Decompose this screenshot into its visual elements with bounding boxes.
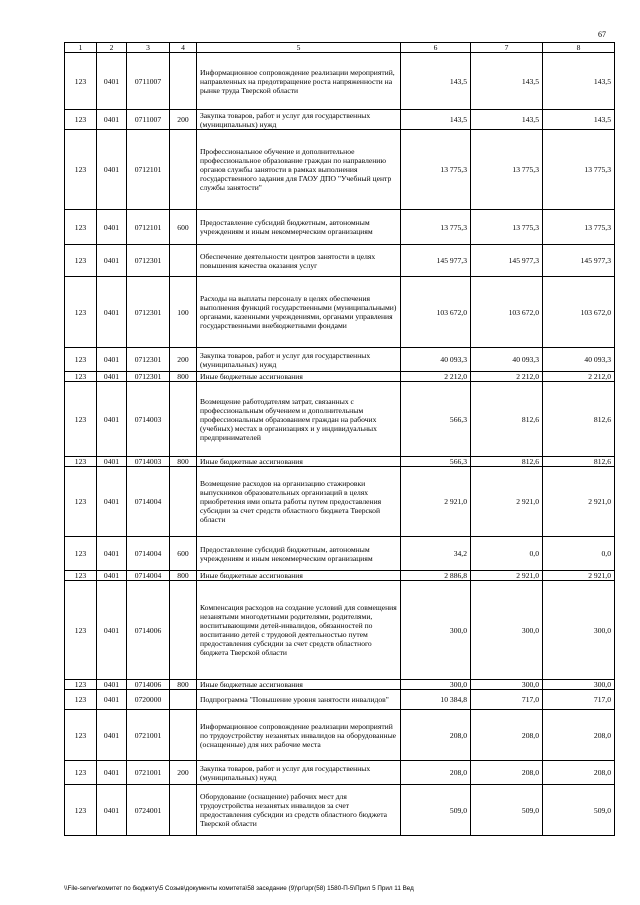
cell-expense-type [170, 53, 197, 110]
cell-amount-col7: 0,0 [471, 537, 543, 571]
cell-description: Иные бюджетные ассигнования [197, 372, 401, 382]
cell-amount-col7: 717,0 [471, 690, 543, 710]
cell-section-code: 0401 [97, 348, 127, 372]
cell-target-article: 0711007 [127, 53, 170, 110]
cell-amount-col7: 143,5 [471, 53, 543, 110]
cell-amount-col6: 2 886,8 [401, 571, 471, 581]
cell-section-code: 0401 [97, 537, 127, 571]
table-row [65, 53, 615, 110]
cell-expense-type [170, 245, 197, 277]
table-row [65, 785, 615, 836]
cell-expense-type [170, 785, 197, 836]
cell-admin-code: 123 [65, 761, 97, 785]
table-row [65, 690, 615, 710]
cell-admin-code: 123 [65, 537, 97, 571]
cell-target-article: 0712301 [127, 277, 170, 348]
cell-amount-col8: 145 977,3 [543, 245, 615, 277]
header-col-4: 4 [170, 43, 197, 53]
cell-amount-col7: 208,0 [471, 710, 543, 761]
cell-description: Возмещение расходов на организацию стажировки выпускников образовательных организаций в целях приобретения ими опыта работы путем предоставления субсидии за счет средств областного бюджета Тверской области [197, 467, 401, 537]
cell-target-article: 0714004 [127, 571, 170, 581]
table-row [65, 382, 615, 457]
cell-description: Информационное сопровождение реализации мероприятий, направленных на предотвращение роста напряженности на рынке труда Тверской области [197, 53, 401, 110]
cell-amount-col8: 13 775,3 [543, 210, 615, 245]
cell-amount-col6: 13 775,3 [401, 130, 471, 210]
cell-section-code: 0401 [97, 680, 127, 690]
cell-target-article: 0712301 [127, 372, 170, 382]
cell-section-code: 0401 [97, 130, 127, 210]
table-row [65, 348, 615, 372]
cell-amount-col7: 13 775,3 [471, 210, 543, 245]
table-row [65, 277, 615, 348]
cell-amount-col8: 103 672,0 [543, 277, 615, 348]
table-row [65, 537, 615, 571]
cell-description: Предоставление субсидий бюджетным, автономным учреждениям и иным некоммерческим организациям [197, 210, 401, 245]
cell-expense-type: 200 [170, 110, 197, 130]
cell-amount-col7: 2 212,0 [471, 372, 543, 382]
table-row [65, 210, 615, 245]
cell-admin-code: 123 [65, 372, 97, 382]
cell-admin-code: 123 [65, 581, 97, 680]
cell-description: Подпрограмма "Повышение уровня занятости инвалидов" [197, 690, 401, 710]
cell-target-article: 0714003 [127, 382, 170, 457]
cell-expense-type: 600 [170, 210, 197, 245]
cell-amount-col7: 13 775,3 [471, 130, 543, 210]
cell-amount-col7: 300,0 [471, 680, 543, 690]
cell-expense-type [170, 382, 197, 457]
cell-amount-col8: 2 921,0 [543, 467, 615, 537]
cell-amount-col8: 40 093,3 [543, 348, 615, 372]
cell-expense-type [170, 581, 197, 680]
cell-expense-type [170, 130, 197, 210]
budget-table [64, 42, 615, 836]
header-col-7: 7 [471, 43, 543, 53]
cell-target-article: 0714006 [127, 680, 170, 690]
cell-target-article: 0712301 [127, 348, 170, 372]
cell-target-article: 0721001 [127, 761, 170, 785]
cell-description: Профессиональное обучение и дополнительное профессиональное образование граждан по направлению органов службы занятости в рамках выполнения государственного задания для ГАОУ ДПО "Учебный центр службы занятости" [197, 130, 401, 210]
table-row [65, 372, 615, 382]
cell-description: Иные бюджетные ассигнования [197, 457, 401, 467]
cell-amount-col7: 143,5 [471, 110, 543, 130]
header-col-5: 5 [197, 43, 401, 53]
cell-expense-type: 200 [170, 761, 197, 785]
cell-amount-col6: 2 921,0 [401, 467, 471, 537]
cell-amount-col7: 2 921,0 [471, 571, 543, 581]
cell-description: Иные бюджетные ассигнования [197, 680, 401, 690]
cell-section-code: 0401 [97, 581, 127, 680]
cell-section-code: 0401 [97, 277, 127, 348]
table-row [65, 571, 615, 581]
cell-section-code: 0401 [97, 710, 127, 761]
cell-description: Компенсация расходов на создание условий для совмещения незанятыми многодетными родителями, родителями, воспитывающими детей-инвалидов, обязанностей по воспитанию детей с трудовой деятельностью путем предоставления субсидии за счет средств областного бюджета Тверской области [197, 581, 401, 680]
cell-admin-code: 123 [65, 571, 97, 581]
cell-description: Закупка товаров, работ и услуг для государственных (муниципальных) нужд [197, 348, 401, 372]
cell-amount-col7: 300,0 [471, 581, 543, 680]
cell-amount-col8: 717,0 [543, 690, 615, 710]
cell-amount-col8: 509,0 [543, 785, 615, 836]
cell-amount-col8: 2 212,0 [543, 372, 615, 382]
cell-amount-col6: 566,3 [401, 457, 471, 467]
table-row [65, 680, 615, 690]
cell-amount-col8: 208,0 [543, 761, 615, 785]
cell-amount-col8: 2 921,0 [543, 571, 615, 581]
cell-target-article: 0712101 [127, 130, 170, 210]
cell-expense-type: 200 [170, 348, 197, 372]
cell-expense-type: 100 [170, 277, 197, 348]
page-number: 67 [598, 30, 606, 39]
cell-amount-col8: 13 775,3 [543, 130, 615, 210]
cell-section-code: 0401 [97, 110, 127, 130]
cell-description: Обеспечение деятельности центров занятости в целях повышения качества оказания услуг [197, 245, 401, 277]
cell-description: Информационное сопровождение реализации мероприятий по трудоустройству незанятых инвалидов на оборудованные (оснащенные) для них рабочие места [197, 710, 401, 761]
table-row [65, 581, 615, 680]
cell-admin-code: 123 [65, 130, 97, 210]
cell-expense-type [170, 710, 197, 761]
header-col-3: 3 [127, 43, 170, 53]
cell-section-code: 0401 [97, 761, 127, 785]
cell-amount-col8: 143,5 [543, 53, 615, 110]
cell-description: Предоставление субсидий бюджетным, автономным учреждениям и иным некоммерческим организациям [197, 537, 401, 571]
cell-admin-code: 123 [65, 348, 97, 372]
cell-description: Возмещение работодателям затрат, связанных с профессиональным обучением и дополнительным профессиональным образованием граждан на рабочих (учебных) местах в организациях и у индивидуальных предпринимателей [197, 382, 401, 457]
cell-target-article: 0712301 [127, 245, 170, 277]
cell-description: Закупка товаров, работ и услуг для государственных (муниципальных) нужд [197, 761, 401, 785]
cell-section-code: 0401 [97, 53, 127, 110]
cell-target-article: 0724001 [127, 785, 170, 836]
cell-amount-col8: 300,0 [543, 581, 615, 680]
table-row [65, 245, 615, 277]
cell-admin-code: 123 [65, 382, 97, 457]
cell-amount-col6: 300,0 [401, 581, 471, 680]
cell-amount-col7: 812,6 [471, 457, 543, 467]
cell-expense-type: 800 [170, 680, 197, 690]
cell-target-article: 0721001 [127, 710, 170, 761]
cell-amount-col8: 812,6 [543, 457, 615, 467]
header-col-6: 6 [401, 43, 471, 53]
cell-amount-col6: 40 093,3 [401, 348, 471, 372]
cell-section-code: 0401 [97, 467, 127, 537]
cell-amount-col8: 812,6 [543, 382, 615, 457]
table-row [65, 110, 615, 130]
cell-target-article: 0712101 [127, 210, 170, 245]
header-row [65, 43, 615, 53]
cell-amount-col6: 509,0 [401, 785, 471, 836]
cell-amount-col7: 40 093,3 [471, 348, 543, 372]
table-row [65, 761, 615, 785]
cell-amount-col7: 103 672,0 [471, 277, 543, 348]
cell-target-article: 0714004 [127, 467, 170, 537]
cell-admin-code: 123 [65, 680, 97, 690]
cell-admin-code: 123 [65, 457, 97, 467]
cell-section-code: 0401 [97, 785, 127, 836]
cell-section-code: 0401 [97, 210, 127, 245]
cell-target-article: 0714006 [127, 581, 170, 680]
cell-admin-code: 123 [65, 467, 97, 537]
cell-target-article: 0714003 [127, 457, 170, 467]
header-col-1: 1 [65, 43, 97, 53]
cell-amount-col6: 13 775,3 [401, 210, 471, 245]
cell-amount-col6: 208,0 [401, 710, 471, 761]
cell-admin-code: 123 [65, 53, 97, 110]
cell-amount-col7: 2 921,0 [471, 467, 543, 537]
cell-amount-col6: 10 384,8 [401, 690, 471, 710]
cell-section-code: 0401 [97, 457, 127, 467]
cell-expense-type [170, 467, 197, 537]
cell-amount-col6: 208,0 [401, 761, 471, 785]
table-row [65, 710, 615, 761]
cell-target-article: 0714004 [127, 537, 170, 571]
cell-amount-col7: 145 977,3 [471, 245, 543, 277]
cell-description: Расходы на выплаты персоналу в целях обеспечения выполнения функций государственными (муниципальными) органами, казенными учреждениями, органами управления государственными внебюджетными фондами [197, 277, 401, 348]
cell-admin-code: 123 [65, 277, 97, 348]
cell-amount-col6: 143,5 [401, 53, 471, 110]
cell-amount-col7: 208,0 [471, 761, 543, 785]
cell-description: Закупка товаров, работ и услуг для государственных (муниципальных) нужд [197, 110, 401, 130]
cell-expense-type: 800 [170, 571, 197, 581]
cell-target-article: 0711007 [127, 110, 170, 130]
cell-section-code: 0401 [97, 690, 127, 710]
cell-amount-col6: 2 212,0 [401, 372, 471, 382]
header-col-8: 8 [543, 43, 615, 53]
footer-file-path: \\File-server\комитет по бюджету\5 Созыв\документы комитета\58 заседание (9)\рг\зрг(58) 1580-П-5\Прил 5 Прил 11 Вед [64, 885, 414, 892]
table-row [65, 457, 615, 467]
cell-admin-code: 123 [65, 210, 97, 245]
cell-expense-type: 800 [170, 457, 197, 467]
cell-admin-code: 123 [65, 110, 97, 130]
cell-target-article: 0720000 [127, 690, 170, 710]
cell-admin-code: 123 [65, 710, 97, 761]
cell-amount-col7: 812,6 [471, 382, 543, 457]
cell-amount-col7: 509,0 [471, 785, 543, 836]
cell-admin-code: 123 [65, 245, 97, 277]
cell-admin-code: 123 [65, 785, 97, 836]
cell-section-code: 0401 [97, 372, 127, 382]
cell-section-code: 0401 [97, 571, 127, 581]
cell-amount-col6: 145 977,3 [401, 245, 471, 277]
cell-amount-col6: 103 672,0 [401, 277, 471, 348]
cell-admin-code: 123 [65, 690, 97, 710]
cell-expense-type: 800 [170, 372, 197, 382]
cell-amount-col6: 143,5 [401, 110, 471, 130]
cell-amount-col8: 208,0 [543, 710, 615, 761]
cell-section-code: 0401 [97, 382, 127, 457]
cell-amount-col8: 143,5 [543, 110, 615, 130]
table-row [65, 130, 615, 210]
cell-amount-col6: 34,2 [401, 537, 471, 571]
cell-section-code: 0401 [97, 245, 127, 277]
cell-expense-type [170, 690, 197, 710]
cell-description: Иные бюджетные ассигнования [197, 571, 401, 581]
cell-expense-type: 600 [170, 537, 197, 571]
cell-amount-col8: 0,0 [543, 537, 615, 571]
cell-amount-col6: 300,0 [401, 680, 471, 690]
cell-amount-col6: 566,3 [401, 382, 471, 457]
table-row [65, 467, 615, 537]
cell-description: Оборудование (оснащение) рабочих мест для трудоустройства незанятых инвалидов за счет предоставления субсидии из средств областного бюджета Тверской области [197, 785, 401, 836]
header-col-2: 2 [97, 43, 127, 53]
cell-amount-col8: 300,0 [543, 680, 615, 690]
